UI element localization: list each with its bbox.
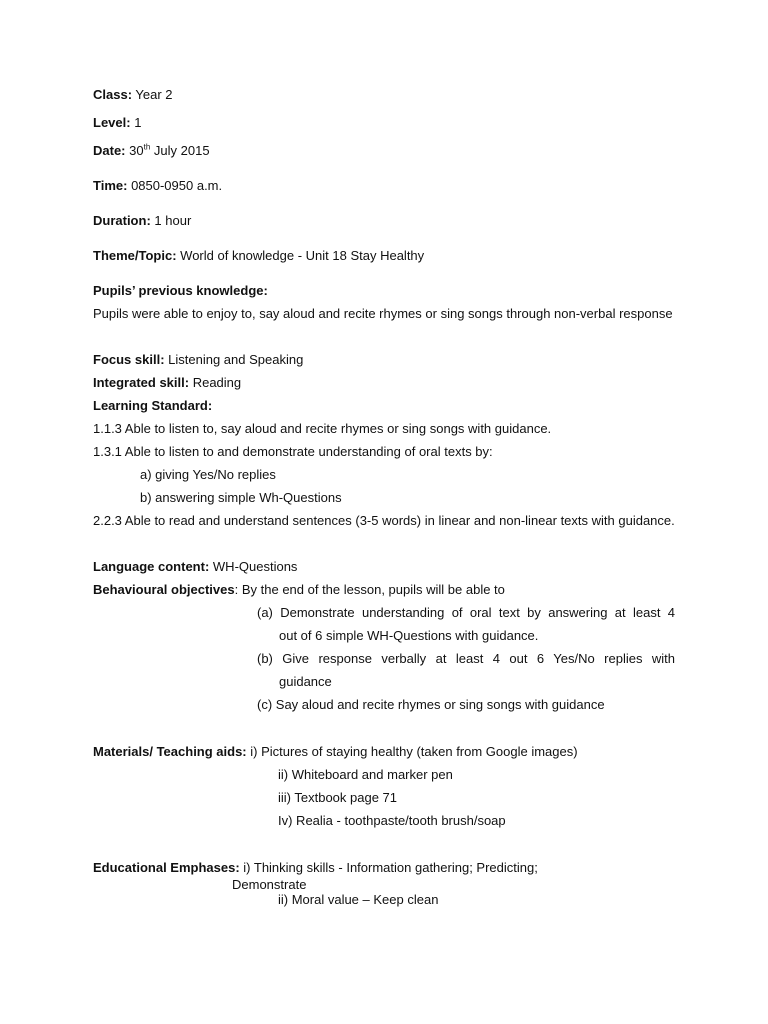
class-label: Class:: [93, 87, 133, 102]
objective-c: (c) Say aloud and recite rhymes or sing songs with guidance: [257, 697, 605, 712]
educational-emphases-item-i-cont: Demonstrate: [232, 877, 307, 892]
time-value: 0850-0950 a.m.: [131, 178, 223, 193]
objective-a-line1: (a) Demonstrate understanding of oral text by answering at least 4: [257, 605, 675, 620]
objective-a-line2: out of 6 simple WH-Questions with guidance.: [279, 628, 539, 643]
time-label: Time:: [93, 178, 128, 193]
duration-value: 1 hour: [154, 213, 192, 228]
educational-emphases-item-ii: ii) Moral value – Keep clean: [278, 892, 439, 907]
focus-skill-value: Listening and Speaking: [168, 352, 304, 367]
learning-standard-2-2-3: 2.2.3 Able to read and understand sentences (3-5 words) in linear and non-linear texts with guidance.: [93, 513, 675, 528]
behavioural-objectives-field: [93, 582, 505, 598]
educational-emphases-item-i: i) Thinking skills - Information gathering; Predicting;: [243, 860, 538, 875]
materials-field: [93, 744, 578, 760]
learning-standard-label: Learning Standard:: [93, 398, 213, 413]
materials-item-ii: ii) Whiteboard and marker pen: [278, 767, 453, 782]
behavioural-objectives-label: Behavioural objectives: [93, 582, 235, 597]
materials-item-iv: Iv) Realia - toothpaste/tooth brush/soap: [278, 813, 506, 828]
date-field: [93, 143, 210, 159]
duration-label: Duration:: [93, 213, 151, 228]
educational-emphases-label: Educational Emphases:: [93, 860, 240, 875]
focus-skill-label: Focus skill:: [93, 352, 165, 367]
previous-knowledge-label: Pupils’ previous knowledge:: [93, 283, 268, 298]
language-content-value: WH-Questions: [212, 559, 298, 574]
previous-knowledge-text: Pupils were able to enjoy to, say aloud and recite rhymes or sing songs through non-verbal response: [93, 306, 673, 321]
objective-b-line1: (b) Give response verbally at least 4 out 6 Yes/No replies with: [257, 651, 675, 666]
materials-item-i: i) Pictures of staying healthy (taken from Google images): [250, 744, 578, 759]
date-day: 30: [129, 143, 144, 158]
date-ordinal: th: [143, 142, 151, 152]
time-field: [93, 178, 222, 194]
theme-field: [93, 248, 424, 264]
learning-standard-1-3-1-a: a) giving Yes/No replies: [140, 467, 276, 482]
materials-item-iii: iii) Textbook page 71: [278, 790, 398, 805]
level-label: Level:: [93, 115, 131, 130]
date-rest: July 2015: [153, 143, 210, 158]
learning-standard-1-3-1-b: b) answering simple Wh-Questions: [140, 490, 342, 505]
focus-skill-field: [93, 352, 303, 368]
learning-standard-1-1-3: 1.1.3 Able to listen to, say aloud and recite rhymes or sing songs with guidance.: [93, 421, 552, 436]
date-label: Date:: [93, 143, 126, 158]
level-field: [93, 115, 141, 131]
behavioural-objectives-intro: : By the end of the lesson, pupils will be able to: [234, 582, 505, 597]
integrated-skill-value: Reading: [192, 375, 242, 390]
integrated-skill-label: Integrated skill:: [93, 375, 190, 390]
duration-field: [93, 213, 191, 229]
class-value: Year 2: [135, 87, 173, 102]
educational-emphases-field: [93, 860, 538, 876]
integrated-skill-field: [93, 375, 241, 391]
learning-standard-1-3-1: 1.3.1 Able to listen to and demonstrate understanding of oral texts by:: [93, 444, 493, 459]
materials-label: Materials/ Teaching aids:: [93, 744, 247, 759]
objective-a: [257, 601, 675, 647]
theme-label: Theme/Topic:: [93, 248, 177, 263]
class-field: [93, 87, 173, 103]
objective-b-line2: guidance: [279, 674, 332, 689]
objective-b: [257, 647, 675, 693]
theme-value: World of knowledge - Unit 18 Stay Healthy: [180, 248, 425, 263]
level-value: 1: [134, 115, 142, 130]
language-content-field: [93, 559, 297, 575]
language-content-label: Language content:: [93, 559, 210, 574]
